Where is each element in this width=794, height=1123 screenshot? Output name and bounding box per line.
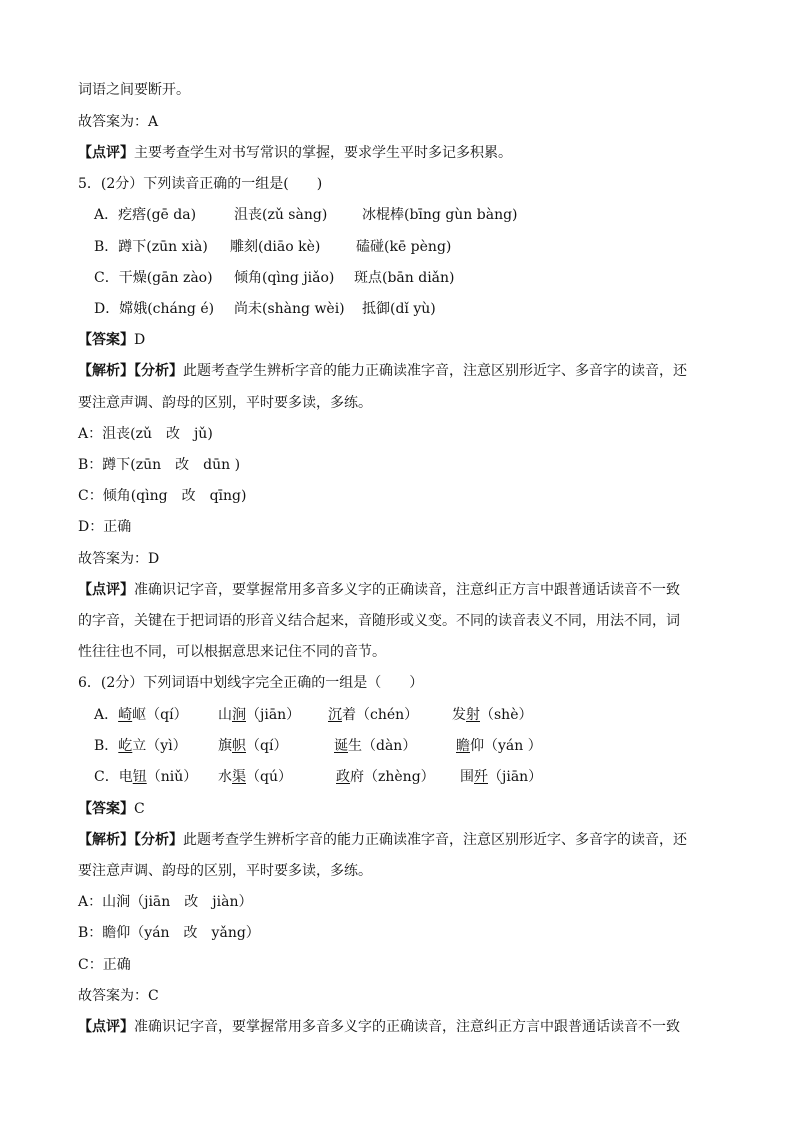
- tag: 【答案】: [78, 801, 134, 817]
- text: 要注意声调、韵母的区别，平时要多读，多练。: [78, 863, 372, 879]
- option-word: 围歼（jiān）: [460, 769, 543, 785]
- option-word: 山涧（jiān）: [218, 707, 301, 723]
- option-word: 诞生（dàn）: [334, 738, 417, 754]
- q5-analysis: [78, 359, 734, 383]
- q6-final: [78, 984, 734, 1008]
- q6-answer: [78, 797, 734, 821]
- option-word: 尚未(shàng wèi): [234, 301, 345, 317]
- q5-answer: [78, 328, 734, 352]
- text: 6．(2分）下列词语中划线字完全正确的一组是（ ）: [78, 675, 424, 691]
- text: 性往往也不同，可以根据意思来记住不同的音节。: [78, 644, 386, 660]
- underlined-char: 诞: [334, 738, 348, 754]
- tag: 【解析】【分析】: [78, 832, 183, 848]
- q5-fix-c: [78, 484, 734, 508]
- underlined-char: 钮: [132, 769, 147, 785]
- option-word: C．电钮（niǔ）: [94, 769, 198, 785]
- underlined-char: 屹: [118, 738, 133, 754]
- q6-option-c: [94, 765, 734, 789]
- underlined-char: 崎: [118, 707, 133, 723]
- q6-option-a: [94, 703, 734, 727]
- text: 故答案为：D: [78, 551, 160, 567]
- underlined-char: 歼: [474, 769, 488, 785]
- q6-fix-c: [78, 953, 734, 977]
- option-word: 瞻仰（yán ）: [456, 738, 542, 754]
- option-word: 磕碰(kē pèng): [356, 239, 452, 255]
- option-word: 水渠（qú）: [218, 769, 292, 785]
- text: C：正确: [78, 957, 131, 973]
- text: B：瞻仰（yán 改 yǎng）: [78, 925, 260, 941]
- text: 主要考查学生对书写常识的掌握，要求学生平时多记多积累。: [134, 145, 512, 161]
- q5-stem: [78, 172, 734, 196]
- q5-review: [78, 578, 734, 602]
- option-word: 抵御(dǐ yù): [362, 301, 436, 317]
- text: 要注意声调、韵母的区别，平时要多读，多练。: [78, 395, 372, 411]
- text: 故答案为：C: [78, 988, 159, 1004]
- underlined-char: 瞻: [456, 738, 470, 754]
- text: D：正确: [78, 519, 132, 535]
- option-word: C．干燥(gān zào): [94, 270, 213, 286]
- underlined-char: 射: [466, 707, 480, 723]
- underlined-char: 帜: [232, 738, 246, 754]
- tag: 【点评】: [78, 582, 134, 598]
- answer-line: [78, 110, 734, 134]
- text: A：山涧（jiān 改 jiàn）: [78, 894, 253, 910]
- q6-option-b: [94, 734, 734, 758]
- text: 准确识记字音，要掌握常用多音多义字的正确读音，注意纠正方言中跟普通话读音不一致: [134, 582, 680, 598]
- q6-review: [78, 1015, 734, 1039]
- text: 词语之间要断开。: [78, 82, 190, 98]
- q6-fix-b: [78, 921, 734, 945]
- tag: 【点评】: [78, 145, 134, 161]
- q6-stem: [78, 671, 734, 695]
- q5-final: [78, 547, 734, 571]
- text: A：沮丧(zǔ 改 jǔ): [78, 426, 213, 442]
- q6-analysis: [78, 828, 734, 852]
- review-line: [78, 141, 734, 165]
- answer-value: C: [134, 801, 145, 817]
- option-word: 雕刻(diāo kè): [230, 239, 321, 255]
- q6-analysis-cont: [78, 859, 734, 883]
- text-line: [78, 78, 734, 102]
- text: 5．(2分）下列读音正确的一组是( ): [78, 176, 323, 192]
- underlined-char: 政: [336, 769, 350, 785]
- q5-fix-d: [78, 515, 734, 539]
- option-word: A．疙瘩(gē da): [94, 207, 197, 223]
- q5-option-c: [94, 266, 734, 290]
- option-word: B．屹立（yì）: [94, 738, 187, 754]
- q5-option-b: [94, 235, 734, 259]
- text: 此题考查学生辨析字音的能力正确读准字音，注意区别形近字、多音字的读音，还: [183, 363, 687, 379]
- text: 的字音，关键在于把词语的形音义结合起来，音随形或义变。不同的读音表义不同，用法不同，词: [78, 613, 680, 629]
- text: 故答案为：A: [78, 114, 159, 130]
- q5-option-d: [94, 297, 734, 321]
- underlined-char: 渠: [232, 769, 246, 785]
- q6-fix-a: [78, 890, 734, 914]
- q5-fix-a: [78, 422, 734, 446]
- underlined-char: 沉: [328, 707, 342, 723]
- option-word: A．崎岖（qí）: [94, 707, 188, 723]
- q5-analysis-cont: [78, 391, 734, 415]
- option-word: 沮丧(zǔ sàng): [234, 207, 328, 223]
- q5-fix-b: [78, 453, 734, 477]
- q5-option-a: [94, 203, 734, 227]
- option-word: B．蹲下(zūn xià): [94, 239, 208, 255]
- text: 准确识记字音，要掌握常用多音多义字的正确读音，注意纠正方言中跟普通话读音不一致: [134, 1019, 680, 1035]
- underlined-char: 涧: [232, 707, 246, 723]
- option-word: 旗帜（qí）: [218, 738, 288, 754]
- option-word: 斑点(bān diǎn): [354, 270, 455, 286]
- tag: 【解析】【分析】: [78, 363, 183, 379]
- tag: 【点评】: [78, 1019, 134, 1035]
- option-word: D．嫦娥(cháng é): [94, 301, 215, 317]
- option-word: 政府（zhèng）: [336, 769, 435, 785]
- tag: 【答案】: [78, 332, 134, 348]
- option-word: 倾角(qìng jiǎo): [234, 270, 335, 286]
- text: B：蹲下(zūn 改 dūn ): [78, 457, 241, 473]
- q5-review-cont: [78, 609, 734, 633]
- option-word: 冰棍棒(bīng gùn bàng): [362, 207, 518, 223]
- answer-value: D: [134, 332, 146, 348]
- text: C：倾角(qìng 改 qīng): [78, 488, 247, 504]
- option-word: 沉着（chén）: [328, 707, 419, 723]
- text: 此题考查学生辨析字音的能力正确读准字音，注意区别形近字、多音字的读音，还: [183, 832, 687, 848]
- q5-review-cont: [78, 640, 734, 664]
- option-word: 发射（shè）: [452, 707, 533, 723]
